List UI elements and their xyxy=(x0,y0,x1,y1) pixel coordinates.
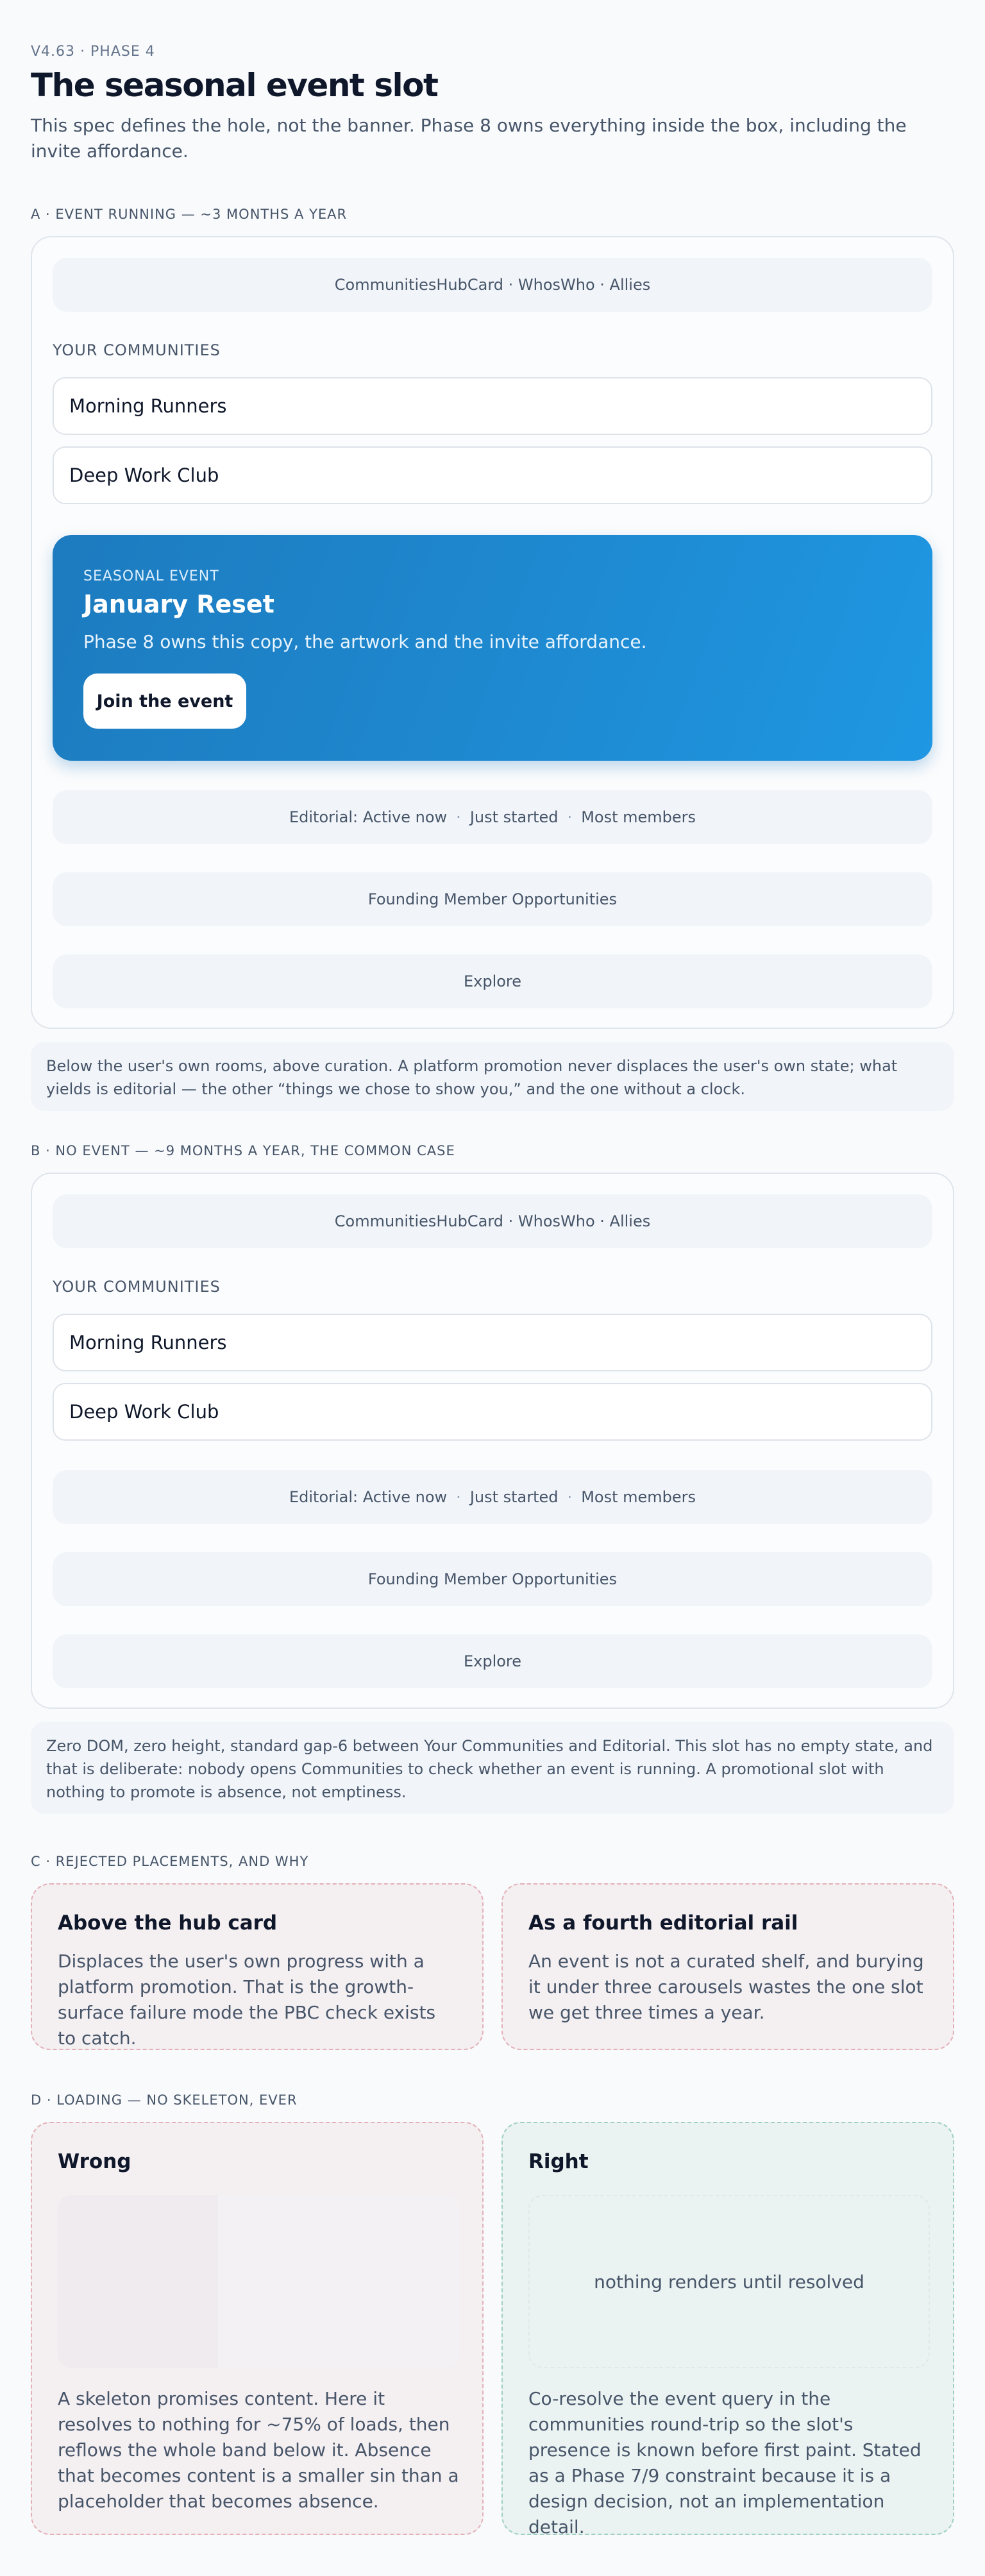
separator-dot: · xyxy=(456,1488,461,1506)
community-row-deep-work-club[interactable]: Deep Work Club xyxy=(53,1383,932,1441)
editorial-just-started: Just started xyxy=(469,808,559,826)
event-copy: Phase 8 owns this copy, the artwork and the invite affordance. xyxy=(83,631,647,652)
explore-chip[interactable]: Explore xyxy=(53,1634,932,1688)
unresolved-slot-text: nothing renders until resolved xyxy=(594,2271,864,2292)
section-b-label: B · NO EVENT — ~9 MONTHS A YEAR, THE COMMON CASE xyxy=(31,1143,455,1158)
wrong-body: A skeleton promises content. Here it resolves to nothing for ~75% of loads, then reflows the whole band below it. Absence that becomes content is a smaller sin than a placeholder that becomes absence. xyxy=(58,2388,459,2512)
rejected-card-editorial-rail xyxy=(501,1883,954,2050)
community-row-morning-runners[interactable]: Morning Runners xyxy=(53,377,932,435)
editorial-most-members: Most members xyxy=(581,1488,696,1506)
section-c-label: C · REJECTED PLACEMENTS, AND WHY xyxy=(31,1854,309,1869)
loading-right-card xyxy=(501,2122,954,2538)
page-lede: This spec defines the hole, not the banner. Phase 8 owns everything inside the box, including the invite affordance. xyxy=(31,115,907,162)
skeleton-placeholder xyxy=(58,2195,459,2368)
event-title: January Reset xyxy=(83,590,274,618)
right-title: Right xyxy=(528,2150,589,2173)
rejected-card-body: An event is not a curated shelf, and burying it under three carousels wastes the one slot we get three times a year. xyxy=(528,1951,924,2023)
skeleton-shimmer xyxy=(218,2195,459,2368)
section-a-label: A · EVENT RUNNING — ~3 MONTHS A YEAR xyxy=(31,207,348,222)
founding-member-chip[interactable]: Founding Member Opportunities xyxy=(53,872,932,926)
wrong-title: Wrong xyxy=(58,2150,131,2173)
join-event-button[interactable]: Join the event xyxy=(83,674,246,729)
your-communities-label: YOUR COMMUNITIES xyxy=(53,341,221,359)
seasonal-event-banner xyxy=(53,535,932,761)
your-communities-label: YOUR COMMUNITIES xyxy=(53,1278,221,1296)
editorial-chip[interactable] xyxy=(53,790,932,844)
event-eyebrow: SEASONAL EVENT xyxy=(83,568,219,584)
separator-dot: · xyxy=(567,808,573,826)
section-a-note: Below the user's own rooms, above curation. A platform promotion never displaces the user's own state; what yields is editorial — the other “things we chose to show you,” and the one without a clock. xyxy=(31,1042,954,1111)
community-row-morning-runners[interactable]: Morning Runners xyxy=(53,1314,932,1371)
section-d-label: D · LOADING — NO SKELETON, EVER xyxy=(31,2092,298,2108)
founding-member-chip[interactable]: Founding Member Opportunities xyxy=(53,1552,932,1606)
editorial-most-members: Most members xyxy=(581,808,696,826)
spec-version-eyebrow: V4.63 · PHASE 4 xyxy=(31,44,155,60)
hub-card-chip[interactable]: CommunitiesHubCard · WhosWho · Allies xyxy=(53,1194,932,1248)
rejected-card-body: Displaces the user's own progress with a platform promotion. That is the growth-surface failure mode the PBC check exists to catch. xyxy=(58,1951,436,2049)
section-b-note: Zero DOM, zero height, standard gap-6 between Your Communities and Editorial. This slot has no empty state, and that is deliberate: nobody opens Communities to check whether an event is running. A promotional slot with nothing to promote is absence, not emptiness. xyxy=(31,1722,954,1814)
rejected-card-above-hub xyxy=(31,1883,484,2050)
hub-card-chip[interactable]: CommunitiesHubCard · WhosWho · Allies xyxy=(53,258,932,312)
rejected-card-title: As a fourth editorial rail xyxy=(528,1911,798,1935)
editorial-chip[interactable] xyxy=(53,1470,932,1524)
editorial-active-now: Editorial: Active now xyxy=(289,1488,448,1506)
separator-dot: · xyxy=(567,1488,573,1506)
rejected-card-title: Above the hub card xyxy=(58,1911,278,1935)
community-row-deep-work-club[interactable]: Deep Work Club xyxy=(53,446,932,504)
page-title: The seasonal event slot xyxy=(31,67,438,104)
editorial-active-now: Editorial: Active now xyxy=(289,808,448,826)
no-event-mockup xyxy=(31,1173,954,1709)
editorial-just-started: Just started xyxy=(469,1488,559,1506)
right-body: Co-resolve the event query in the communities round-trip so the slot's presence is known before first paint. Stated as a Phase 7/9 constraint because it is a design decision, not an implementation detail. xyxy=(528,2388,922,2538)
separator-dot: · xyxy=(456,808,461,826)
unresolved-slot-box xyxy=(528,2195,930,2368)
loading-wrong-card xyxy=(31,2122,484,2535)
event-running-mockup xyxy=(31,236,954,1029)
explore-chip[interactable]: Explore xyxy=(53,954,932,1008)
